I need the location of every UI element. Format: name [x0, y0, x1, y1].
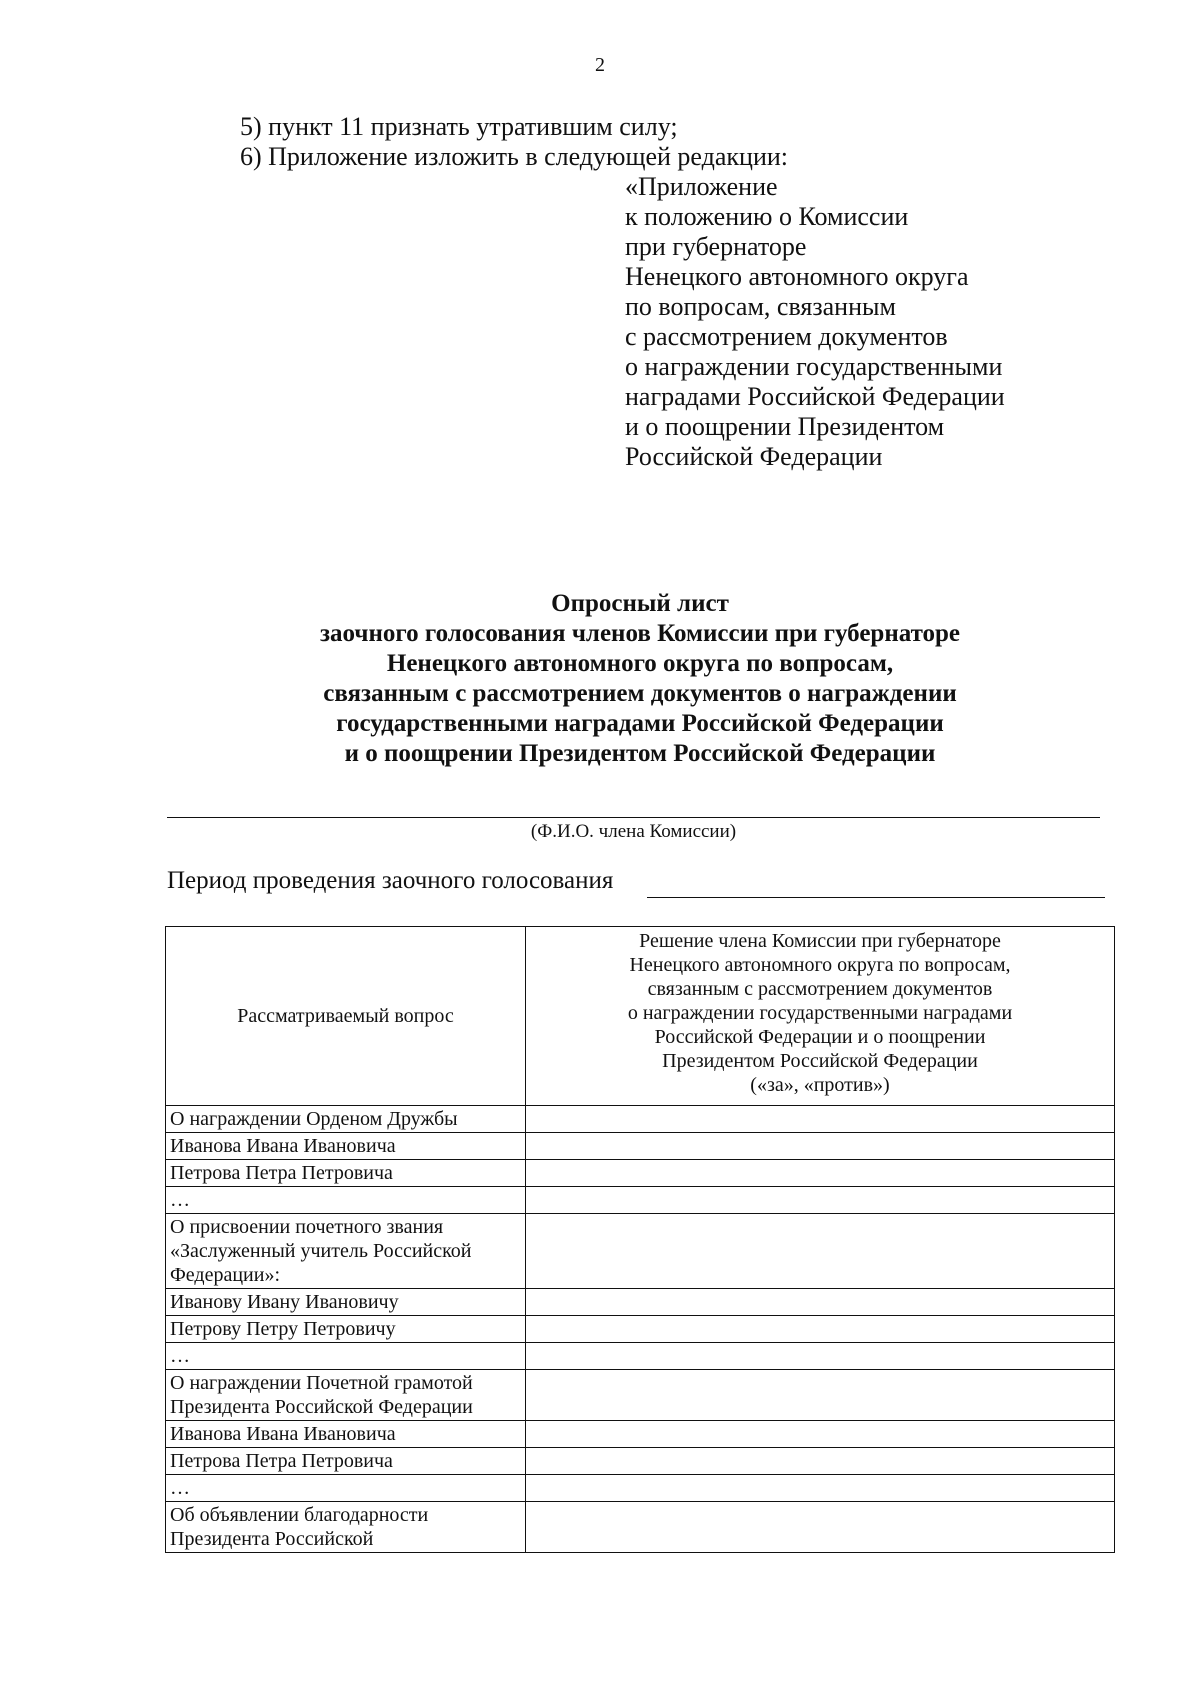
amendment-item-6: 6) Приложение изложить в следующей редакции:	[240, 142, 788, 171]
form-title-line: связанным с рассмотрением документов о награждении	[323, 680, 957, 707]
header-decision-line: связанным с рассмотрением документов	[647, 978, 993, 1000]
question-cell: …	[166, 1475, 526, 1502]
question-cell: Иванову Ивану Ивановичу	[166, 1289, 526, 1316]
table-row	[166, 1160, 1115, 1187]
decision-cell[interactable]	[526, 1370, 1115, 1421]
table-row	[166, 1106, 1115, 1133]
period-blank-line[interactable]	[647, 897, 1105, 898]
decision-cell[interactable]	[526, 1106, 1115, 1133]
header-decision-line: Ненецкого автономного округа по вопросам,	[629, 954, 1011, 976]
period-label: Период проведения заочного голосования	[167, 867, 614, 894]
header-decision-line: о награждении государственными наградами	[627, 1002, 1013, 1024]
annex-heading-line: Ненецкого автономного округа	[625, 262, 969, 291]
table-header-row	[166, 927, 1115, 1106]
amendment-item-5: 5) пункт 11 признать утратившим силу;	[240, 112, 678, 141]
question-cell: Петрова Петра Петровича	[166, 1448, 526, 1475]
table-row	[166, 1475, 1115, 1502]
fio-blank-line[interactable]	[167, 817, 1100, 818]
header-decision-line: Президентом Российской Федерации	[662, 1050, 978, 1072]
form-title	[150, 589, 1130, 769]
annex-heading-line: «Приложение	[625, 172, 778, 201]
annex-heading-line: и о поощрении Президентом	[625, 412, 945, 441]
table-row	[166, 1316, 1115, 1343]
decision-cell[interactable]	[526, 1133, 1115, 1160]
annex-heading-line: о награждении государственными	[625, 352, 1003, 381]
question-cell: О награждении Почетной грамотой Президента Российской Федерации	[166, 1370, 526, 1421]
table-row	[166, 1133, 1115, 1160]
header-decision-line: Российской Федерации и о поощрении	[654, 1026, 986, 1048]
decision-cell[interactable]	[526, 1187, 1115, 1214]
annex-heading-line: по вопросам, связанным	[625, 292, 896, 321]
question-cell: Петрову Петру Петровичу	[166, 1316, 526, 1343]
decision-cell[interactable]	[526, 1316, 1115, 1343]
decision-cell[interactable]	[526, 1448, 1115, 1475]
decision-cell[interactable]	[526, 1421, 1115, 1448]
table-row	[166, 1343, 1115, 1370]
form-title-line: Ненецкого автономного округа по вопросам,	[386, 650, 894, 677]
question-cell: Иванова Ивана Ивановича	[166, 1421, 526, 1448]
table-row	[166, 1448, 1115, 1475]
annex-heading-line: с рассмотрением документов	[625, 322, 948, 351]
decision-cell[interactable]	[526, 1475, 1115, 1502]
decision-cell[interactable]	[526, 1343, 1115, 1370]
question-cell: …	[166, 1187, 526, 1214]
question-cell: Об объявлении благодарности Президента Российской	[166, 1502, 526, 1553]
annex-heading-line: наградами Российской Федерации	[625, 382, 1005, 411]
question-cell: О награждении Орденом Дружбы	[166, 1106, 526, 1133]
page-number: 2	[595, 54, 605, 76]
question-cell: …	[166, 1343, 526, 1370]
question-cell: О присвоении почетного звания «Заслуженный учитель Российской Федерации»:	[166, 1214, 526, 1289]
header-question: Рассматриваемый вопрос	[166, 927, 526, 1106]
question-cell: Петрова Петра Петровича	[166, 1160, 526, 1187]
form-title-line: Опросный лист	[551, 590, 729, 617]
header-decision-line: («за», «против»)	[750, 1074, 890, 1096]
decision-cell[interactable]	[526, 1214, 1115, 1289]
fio-caption: (Ф.И.О. члена Комиссии)	[530, 821, 737, 842]
annex-heading-line: Российской Федерации	[625, 442, 883, 471]
annex-heading-line: к положению о Комиссии	[625, 202, 909, 231]
form-title-line: государственными наградами Российской Федерации	[336, 710, 944, 737]
decision-cell[interactable]	[526, 1289, 1115, 1316]
form-title-line: заочного голосования членов Комиссии при губернаторе	[319, 620, 961, 647]
table-row	[166, 1214, 1115, 1289]
table-row	[166, 1187, 1115, 1214]
header-decision-line: Решение члена Комиссии при губернаторе	[639, 930, 1001, 952]
question-cell: Иванова Ивана Ивановича	[166, 1133, 526, 1160]
table-row	[166, 1370, 1115, 1421]
decision-cell[interactable]	[526, 1502, 1115, 1553]
form-title-line: и о поощрении Президентом Российской Федерации	[344, 740, 936, 767]
header-decision	[526, 927, 1115, 1106]
annex-heading-line: при губернаторе	[625, 232, 807, 261]
table-row	[166, 1502, 1115, 1553]
table-row	[166, 1421, 1115, 1448]
decision-cell[interactable]	[526, 1160, 1115, 1187]
voting-table	[165, 926, 1115, 1553]
annex-heading	[625, 172, 1125, 472]
table-row	[166, 1289, 1115, 1316]
